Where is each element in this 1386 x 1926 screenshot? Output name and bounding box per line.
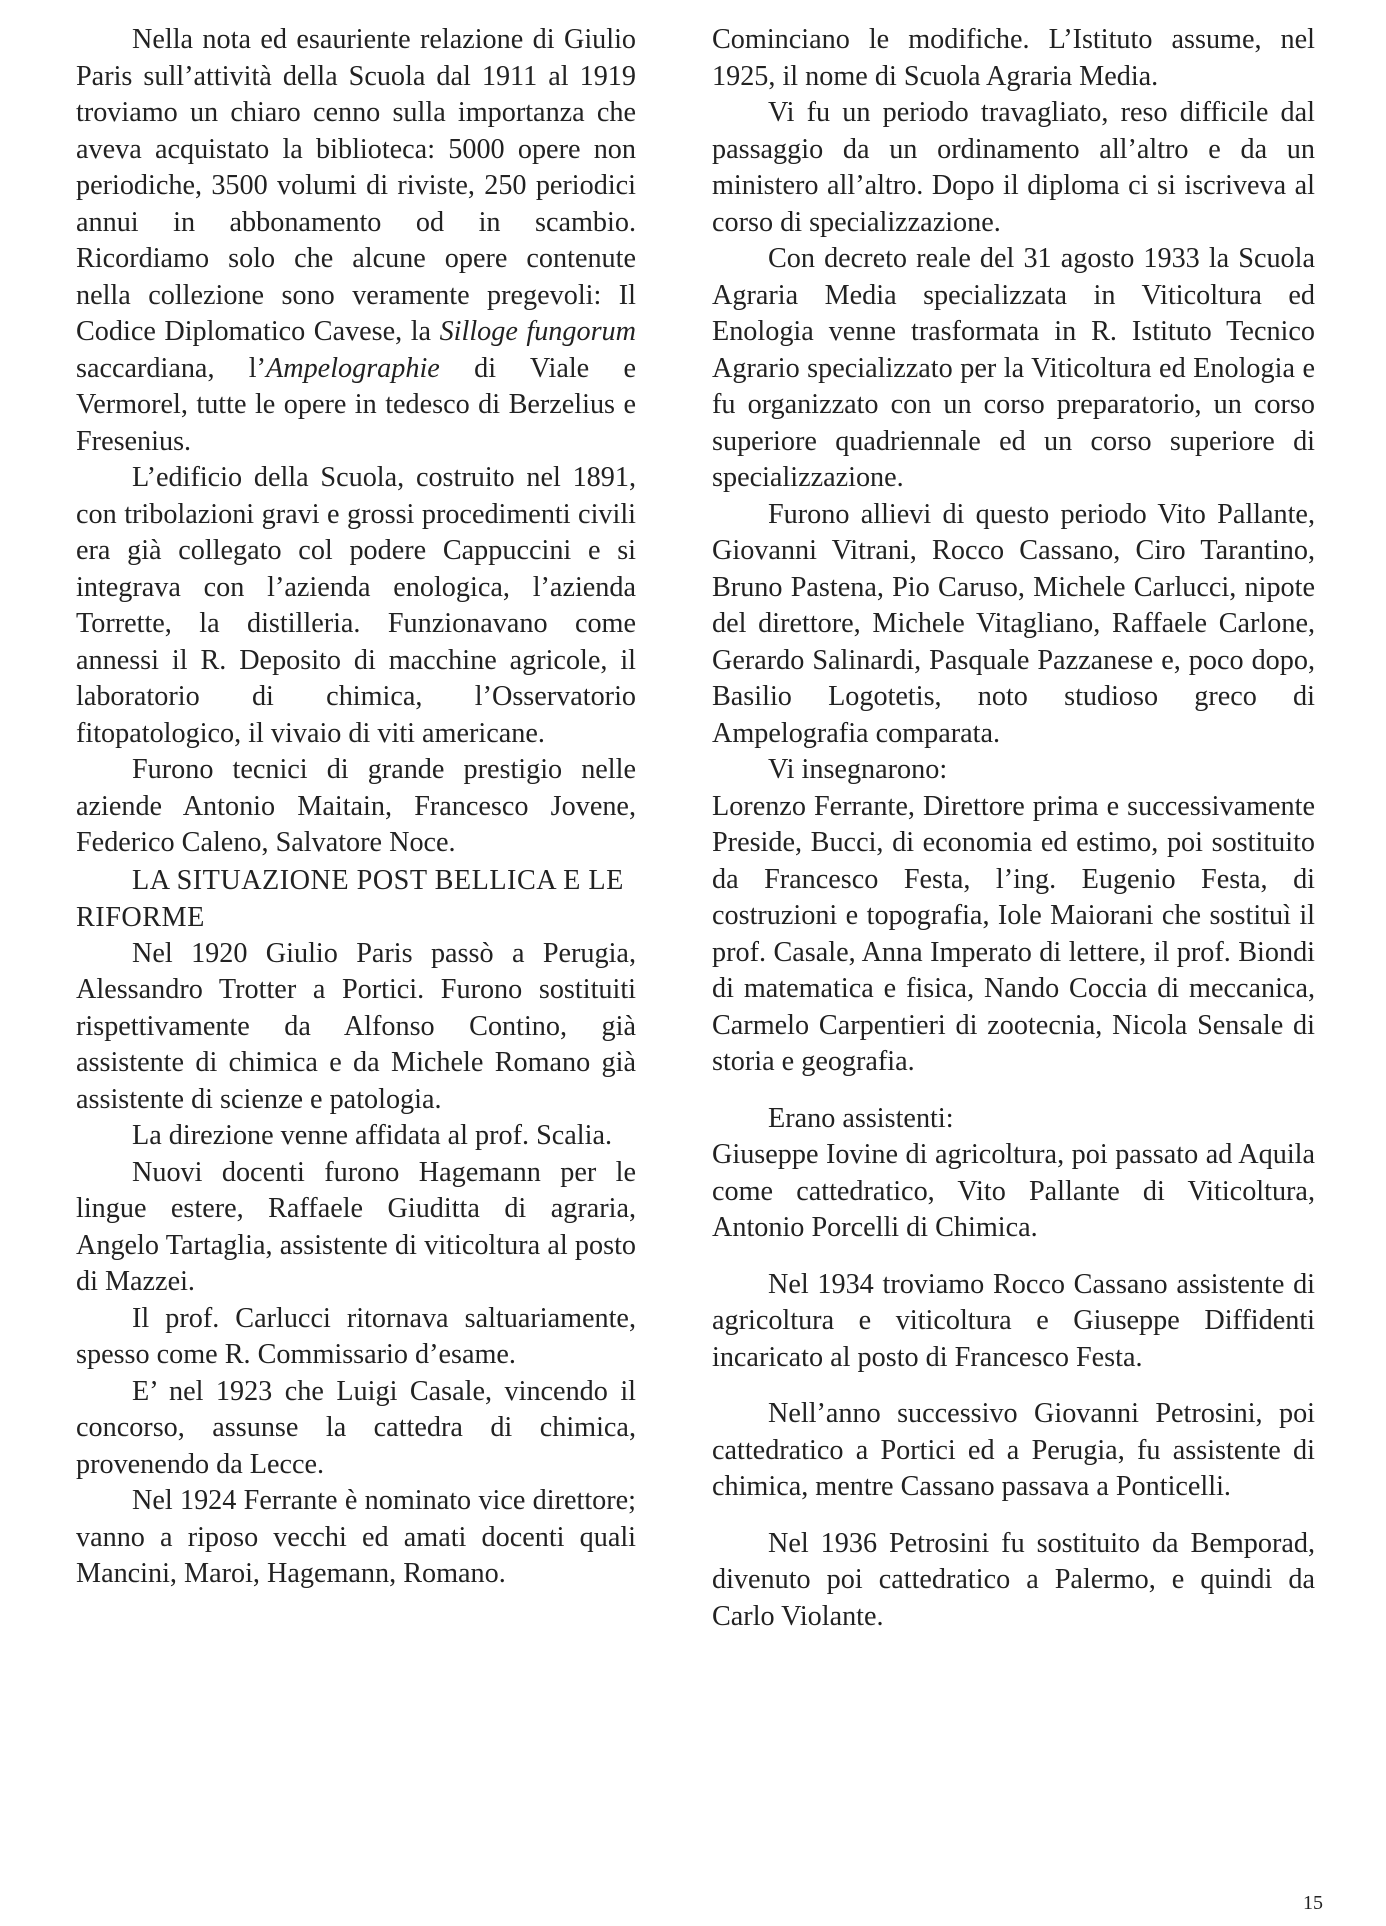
paragraph-biblioteca: Nella nota ed esauriente relazione di Giulio Paris sull’attività della Scuola dal 1911 al 1919 troviamo un chiaro cenno sulla importanza che aveva acquistato la biblioteca: 5000 opere non periodiche, 3500 volumi di riviste, 250 periodici annui in abbonamento od in scambio. Ricordiamo solo che alcune opere contenute nella collezione sono veramente pregevoli: Il Codice Diplomatico Cavese, la Silloge fungorum saccardiana, l’Ampelographie di Viale e Vermorel, tutte le opere in tedesco di Berzelius e Fresenius.: [76, 24, 637, 457]
paragraph-tecnici: Furono tecnici di grande prestigio nelle aziende Antonio Maitain, Francesco Jovene, Federico Caleno, Salvatore Noce.: [76, 754, 636, 858]
paragraph-nuovi-docenti: Nuovi docenti furono Hagemann per le lingue estere, Raffaele Giuditta di agraria, Angelo Tartaglia, assistente di viticoltura al posto di Mazzei.: [76, 1156, 636, 1297]
paragraph-decreto: Con decreto reale del 31 agosto 1933 la Scuola Agraria Media specializzata in Viticoltura ed Enologia venne trasformata in R. Istituto Tecnico Agrario specializzato per la Viticoltura ed Enologia e fu organizzato con un corso preparatorio, un corso superiore quadriennale ed un corso superiore di specializzazione.: [712, 243, 1315, 493]
paragraph-carlucci: Il prof. Carlucci ritornava saltuariamente, spesso come R. Commissario d’esame.: [76, 1302, 636, 1370]
right-column: [712, 22, 1315, 1635]
paragraph-docenti-list: Lorenzo Ferrante, Direttore prima e successivamente Preside, Bucci, di economia ed estimo, poi sostituito da Francesco Festa, l’ing. Eugenio Festa, di costruzioni e topografia, Iole Maiorani che sostituì il prof. Casale, Anna Imperato di lettere, il prof. Biondi di matematica e fisica, Nando Coccia di meccanica, Carmelo Carpentieri di zootecnia, Nicola Sensale di storia e geografia.: [712, 790, 1315, 1077]
paragraph-1924: Nel 1924 Ferrante è nominato vice direttore; vanno a riposo vecchi ed amati docenti quali Mancini, Maroi, Hagemann, Romano.: [76, 1485, 636, 1589]
page-number: 15: [1303, 1892, 1323, 1914]
paragraph-periodo: Vi fu un periodo travagliato, reso difficile dal passaggio da un ordinamento all’altro e da un ministero all’altro. Dopo il diploma ci si iscriveva al corso di specializzazione.: [712, 97, 1315, 238]
paragraph-1934: Nel 1934 troviamo Rocco Cassano assistente di agricoltura e viticoltura e Giuseppe Diffidenti incaricato al posto di Francesco Festa.: [712, 1268, 1315, 1373]
paragraph-assistenti-list: Giuseppe Iovine di agricoltura, poi passato ad Aquila come cattedratico, Vito Pallante di Viticoltura, Antonio Porcelli di Chimica.: [712, 1139, 1315, 1243]
paragraph-assistenti-heading: Erano assistenti:: [768, 1102, 954, 1134]
paragraph-1920: Nel 1920 Giulio Paris passò a Perugia, Alessandro Trotter a Portici. Furono sostituiti rispettivamente da Alfonso Contino, già assistente di chimica e da Michele Romano già assistente di scienze e patologia.: [76, 937, 636, 1115]
paragraph-anno-successivo: Nell’anno successivo Giovanni Petrosini, poi cattedratico a Portici ed a Perugia, fu assistente di chimica, mentre Cassano passava a Ponticelli.: [712, 1398, 1315, 1502]
paragraph-1936: Nel 1936 Petrosini fu sostituito da Bemporad, divenuto poi cattedratico a Palermo, e quindi da Carlo Violante.: [712, 1527, 1315, 1632]
paragraph-edificio: L’edificio della Scuola, costruito nel 1891, con tribolazioni gravi e grossi procedimenti civili era già collegato col podere Cappuccini e si integrava con l’azienda enologica, l’azienda Torrette, la distilleria. Funzionavano come annessi il R. Deposito di macchine agricole, il laboratorio di chimica, l’Osservatorio fitopatologico, il vivaio di viti americane.: [76, 462, 636, 749]
paragraph-direzione: La direzione venne affidata al prof. Scalia.: [132, 1120, 612, 1151]
paragraph-insegnarono: Vi insegnarono:: [768, 754, 948, 785]
left-column: [76, 22, 636, 1593]
paragraph-modifiche: Cominciano le modifiche. L’Istituto assume, nel 1925, il nome di Scuola Agraria Media.: [712, 24, 1315, 92]
italic-title-ampelographie: Ampelographie: [266, 352, 440, 384]
paragraph-allievi: Furono allievi di questo periodo Vito Pallante, Giovanni Vitrani, Rocco Cassano, Ciro Tarantino, Bruno Pastena, Pio Caruso, Michele Carlucci, nipote del direttore, Michele Vitagliano, Raffaele Carlone, Gerardo Salinardi, Pasquale Pazzanese e, poco dopo, Basilio Logotetis, noto studioso greco di Ampelografia comparata.: [712, 498, 1315, 749]
italic-title-silloge: Silloge fungorum: [439, 316, 636, 347]
section-title: LA SITUAZIONE POST BELLICA E LE RIFORME: [76, 864, 624, 933]
paragraph-1923: E’ nel 1923 che Luigi Casale, vincendo il concorso, assunse la cattedra di chimica, provenendo da Lecce.: [76, 1375, 636, 1480]
